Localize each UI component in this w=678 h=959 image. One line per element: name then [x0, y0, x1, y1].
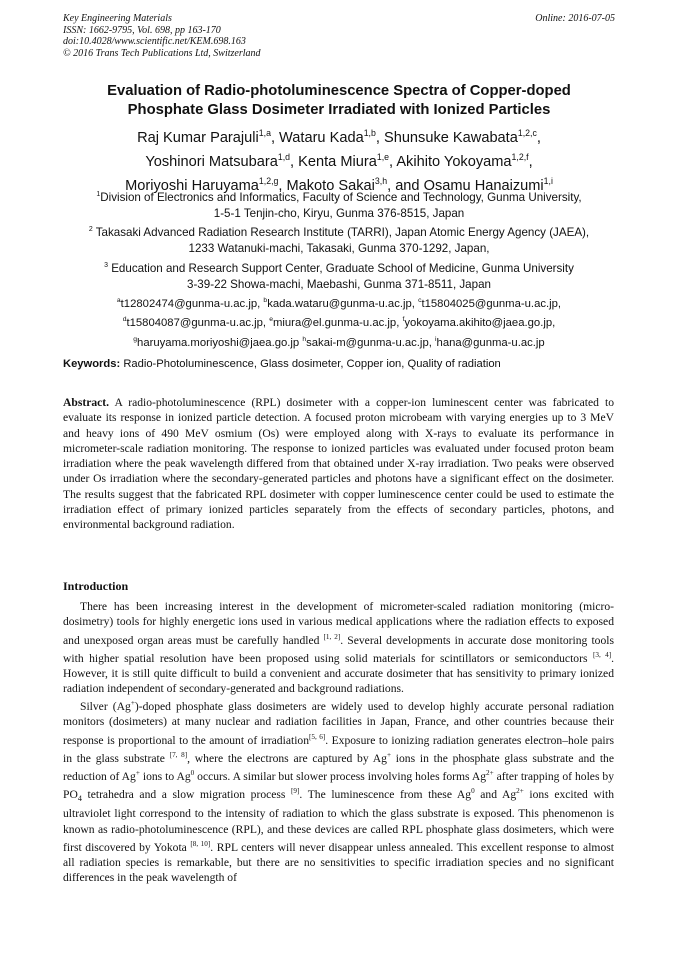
- citation[interactable]: [9]: [291, 786, 300, 795]
- email-link[interactable]: t12802474@gunma-u.ac.jp,: [120, 297, 261, 310]
- issn-line: ISSN: 1662-9795, Vol. 698, pp 163-170: [63, 24, 221, 36]
- journal-name: Key Engineering Materials: [63, 13, 172, 24]
- author-name: Osamu Hanaizumi: [423, 177, 544, 194]
- email-link[interactable]: haruyama.moriyoshi@jaea.go.jp: [137, 336, 300, 349]
- author-name: Shunsuke Kawabata: [383, 129, 518, 146]
- author-name: Yoshinori Matsubara: [145, 153, 278, 170]
- author-name: Akihito Yokoyama: [396, 153, 512, 170]
- author-name: Kenta Miura: [298, 153, 377, 170]
- introduction-body: [63, 599, 614, 885]
- intro-paragraph-1: There has been increasing interest in the development of micrometer-scaled radiation monitoring (micro-dosimetry) tools for highly energetic ions used in various medical applications where the radiation effects to exposed and unexposed organ areas must be carefully handled [1, 2]. Several developments in accurate dose monitoring tools with higher spatial resolution have been proposed using solid materials for scintillators or semiconductors [3, 4]. However, it is still quite difficult to build a convenient and accurate dosimeter that has sensitivity to primary ionized radiation independent of secondary-generated and background radiations.: [63, 600, 614, 695]
- email-link[interactable]: t15804025@gunma-u.ac.jp,: [421, 297, 562, 310]
- author-name: Raj Kumar Parajuli: [137, 129, 259, 146]
- citation[interactable]: [5, 6]: [309, 732, 326, 741]
- affiliation-3: $^3$ Education and Research Support Center, Graduate School of Medicine, Gunma University 3-39-22 Showa-machi, Maebashi, Gunma 371-8511, Japan: [104, 261, 574, 291]
- email-link[interactable]: hana@gunma-u.ac.jp: [436, 336, 545, 349]
- journal-header: [63, 13, 261, 59]
- email-link[interactable]: kada.wataru@gunma-u.ac.jp,: [267, 297, 415, 310]
- section-heading-introduction: Introduction: [63, 579, 129, 593]
- author-name: Wataru Kada: [279, 129, 364, 146]
- copyright-line: © 2016 Trans Tech Publications Ltd, Switzerland: [63, 47, 261, 59]
- email-list: $^a$t12802474@gunma-u.ac.jp, $^b$kada.wataru@gunma-u.ac.jp, $^c$t15804025@gunma-u.ac.jp, $^d$t15804087@gunma-u.ac.jp, $^e$miura@el.gunma-u.ac.jp, $^f$yokoyama.akihito@jaea.go.jp, $^g$haruyama.moriyoshi@jaea.go.jp $^h$sakai-m@gunma-u.ac.jp, $^i$hana@gunma-u.ac.jp: [116, 297, 562, 349]
- intro-paragraph-2: Silver (Ag+)-doped phosphate glass dosimeters are widely used to develop highly accurate personal radiation monitors (dosimeters) at many nuclear and radiation facilities in Japan, France, and other countries because their response is proportional to the amount of irradiation[5, 6]. Exposure to ionizing radiation generates electron–hole pairs in the glass substrate [7, 8], where the electrons are captured by Ag+ ions in the phosphate glass substrate and the reduction of Ag+ ions to Ag$^0$ occurs. A similar but slower process involving holes forms $Ag^{2+}$ after trapping of holes by $PO_4$ tetrahedra and a slow migration process [9]. The luminescence from these Ag$^0$ and $Ag^{2+}$ ions excited with ultraviolet light correspond to the intensity of radiation to which the glass substrate is exposed. This phenomenon is known as radio-photoluminescence (RPL), and these devices are called RPL phosphate glass dosimeters, which were first discovered by Yokota [8, 10]. RPL centers will never disappear unless annealed. This excellent response to almost all radiation species is remarkable, but there are no sensitivities to specific irradiation species and no significant differences in the peak wavelength of: [63, 699, 615, 885]
- affiliation-2: $^2$ Takasaki Advanced Radiation Research Institute (TARRI), Japan Atomic Energy Agency (JAEA), 1233 Watanuki-machi, Takasaki, Gunma 370-1292, Japan,: [88, 225, 590, 255]
- keywords-text: Radio-Photoluminescence, Glass dosimeter, Copper ion, Quality of radiation: [123, 358, 501, 370]
- email-link[interactable]: miura@el.gunma-u.ac.jp,: [272, 317, 400, 330]
- abstract-paragraph: [63, 395, 614, 533]
- citation[interactable]: [1, 2]: [323, 632, 341, 641]
- keywords-label: Keywords:: [63, 358, 121, 370]
- email-link[interactable]: sakai-m@gunma-u.ac.jp,: [306, 336, 432, 349]
- paper-title: Evaluation of Radio-photoluminescence Spectra of Copper-doped Phosphate Glass Dosimeter Irradiated with Ionized Particles: [107, 83, 571, 118]
- email-link[interactable]: yokoyama.akihito@jaea.go.jp,: [404, 317, 556, 330]
- email-link[interactable]: t15804087@gunma-u.ac.jp,: [126, 317, 267, 330]
- citation[interactable]: [3, 4]: [592, 650, 612, 659]
- citation[interactable]: [8, 10]: [190, 839, 211, 848]
- author-list: Raj Kumar Parajuli$^{1,a}$, Wataru Kada$^{1,b}$, Shunsuke Kawabata$^{1,2,c}$, Yoshinori Matsubara$^{1,d}$, Kenta Miura$^{1,e}$, Akihito Yokoyama$^{1,2,f}$, Moriyoshi Haruyama$^{1,2,g}$, Makoto Sakai$^{3,h}$, and Osamu Hanaizumi$^{1,i}$: [125, 128, 553, 194]
- abstract-text: A radio-photoluminescence (RPL) dosimeter with a copper-ion luminescent center was fabricated to evaluate its response in ionized particle detection. A focused proton microbeam with varying energies up to 3 MeV and heavy ions of 490 MeV osmium (Os) were employed along with X-rays to evaluate its performance in micrometer-scale radiation monitoring. The response to ionized particles was evaluated under focused proton beam irradiation where the peak wavelength differed from that obtained under X-ray irradiation. Two peaks were observed under Os irradiation where the secondary-generated particles and photons have a significant effect on the dosimeter. The results suggest that the fabricated RPL dosimeter with copper luminescence center could be used to estimate the irradiation effect of primary ionized particles separately from the effects of secondary particles, photons, and environmental background radiation.: [63, 396, 614, 532]
- abstract-label: Abstract.: [63, 396, 110, 409]
- author-name: Moriyoshi Haruyama: [125, 177, 259, 194]
- online-date: Online: 2016-07-05: [535, 13, 615, 24]
- affiliation-1: $^1$Division of Electronics and Informatics, Faculty of Science and Technology, Gunma University, 1-5-1 Tenjin-cho, Kiryu, Gunma 376-8515, Japan: [96, 190, 582, 220]
- keywords-line: [63, 358, 623, 370]
- author-name: Makoto Sakai: [286, 177, 375, 194]
- doi-line[interactable]: doi:10.4028/www.scientific.net/KEM.698.163: [63, 36, 246, 48]
- citation[interactable]: [7, 8]: [169, 750, 188, 759]
